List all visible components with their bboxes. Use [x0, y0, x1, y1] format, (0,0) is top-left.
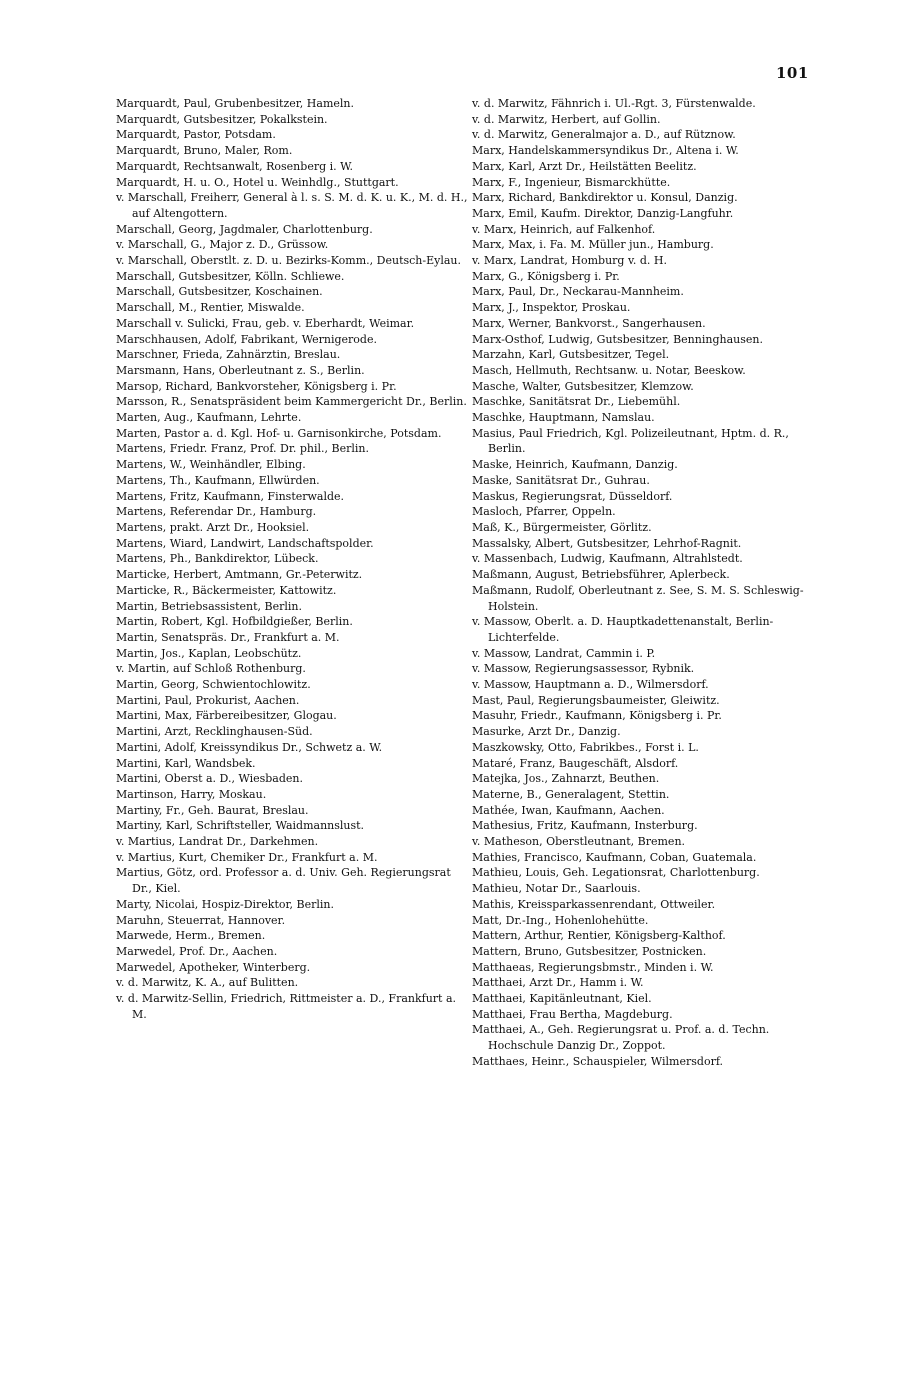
directory-entry: Mattern, Arthur, Rentier, Königsberg-Kalthof. — [472, 929, 726, 943]
directory-entry: Mathée, Iwan, Kaufmann, Aachen. — [472, 803, 665, 817]
directory-entry: Mattern, Bruno, Gutsbesitzer, Postnicken. — [472, 944, 707, 958]
directory-entry: v. Massow, Oberlt. a. D. Hauptkadettenanstalt, Berlin-Lichterfelde. — [472, 615, 774, 644]
directory-entry: Maske, Heinrich, Kaufmann, Danzig. — [472, 458, 678, 472]
directory-entry: Marten, Pastor a. d. Kgl. Hof- u. Garnisonkirche, Potsdam. — [116, 426, 442, 440]
directory-entry: v. d. Marwitz, Fähnrich i. Ul.-Rgt. 3, Fürstenwalde. — [472, 97, 756, 110]
directory-entry: Mast, Paul, Regierungsbaumeister, Gleiwitz. — [472, 693, 720, 707]
directory-entry: Maske, Sanitätsrat Dr., Guhrau. — [472, 473, 650, 487]
directory-entry: Martens, prakt. Arzt Dr., Hooksiel. — [116, 520, 310, 534]
directory-entry: Marsop, Richard, Bankvorsteher, Königsberg i. Pr. — [116, 379, 397, 393]
directory-entry: Marquardt, Gutsbesitzer, Pokalkstein. — [116, 112, 328, 126]
directory-entry: Matejka, Jos., Zahnarzt, Beuthen. — [472, 772, 660, 786]
directory-entry: Martens, Wiard, Landwirt, Landschaftspolder. — [116, 536, 374, 550]
directory-entry: v. Massow, Hauptmann a. D., Wilmersdorf. — [472, 678, 709, 692]
directory-entry: Mathieu, Notar Dr., Saarlouis. — [472, 882, 641, 896]
directory-entry: Marzahn, Karl, Gutsbesitzer, Tegel. — [472, 348, 670, 362]
directory-entry: Matt, Dr.-Ing., Hohenlohehütte. — [472, 913, 649, 927]
directory-entry: Marquardt, Bruno, Maler, Rom. — [116, 144, 293, 158]
directory-entry: Marx, Handelskammersyndikus Dr., Altena i. W. — [472, 144, 739, 158]
directory-entry: v. Martius, Landrat Dr., Darkehmen. — [116, 835, 319, 849]
directory-entry: Martin, Jos., Kaplan, Leobschütz. — [116, 646, 302, 660]
directory-entry: v. Massow, Regierungsassessor, Rybnik. — [472, 662, 695, 676]
directory-entry: Marx, Emil, Kaufm. Direktor, Danzig-Langfuhr. — [472, 206, 734, 220]
directory-entry: Marx, Richard, Bankdirektor u. Konsul, Danzig. — [472, 191, 738, 205]
directory-entry: Martiny, Karl, Schriftsteller, Waidmannslust. — [116, 819, 365, 833]
directory-entry: Marx-Osthof, Ludwig, Gutsbesitzer, Benninghausen. — [472, 332, 763, 346]
directory-entry: Massalsky, Albert, Gutsbesitzer, Lehrhof-Ragnit. — [472, 536, 742, 550]
directory-entry: Marschall, M., Rentier, Miswalde. — [116, 301, 305, 315]
directory-entry: Maskus, Regierungsrat, Düsseldorf. — [472, 489, 673, 503]
directory-entry: Martini, Arzt, Recklinghausen-Süd. — [116, 725, 313, 739]
directory-entry: Marticke, R., Bäckermeister, Kattowitz. — [116, 583, 337, 597]
directory-entry: Martin, Robert, Kgl. Hofbildgießer, Berlin. — [116, 615, 353, 629]
directory-entry: Martin, Senatspräs. Dr., Frankfurt a. M. — [116, 630, 340, 644]
directory-entry: Mataré, Franz, Baugeschäft, Alsdorf. — [472, 756, 679, 770]
directory-entry: v. d. Marwitz, Herbert, auf Gollin. — [472, 112, 661, 126]
directory-entry: Martini, Karl, Wandsbek. — [116, 756, 256, 770]
directory-entry: v. d. Marwitz-Sellin, Friedrich, Rittmeister a. D., Frankfurt a. M. — [116, 992, 457, 1021]
directory-entry: Martens, Friedr. Franz, Prof. Dr. phil., Berlin. — [116, 442, 369, 456]
directory-entry: Mathieu, Louis, Geh. Legationsrat, Charlottenburg. — [472, 866, 760, 880]
directory-entry: v. Martin, auf Schloß Rothenburg. — [116, 662, 306, 676]
directory-entry: Marwede, Herm., Bremen. — [116, 929, 266, 943]
directory-entry: Masloch, Pfarrer, Oppeln. — [472, 505, 616, 519]
directory-entry: Marten, Aug., Kaufmann, Lehrte. — [116, 411, 302, 425]
directory-entry: v. Matheson, Oberstleutnant, Bremen. — [472, 835, 686, 849]
directory-entry: Martin, Betriebsassistent, Berlin. — [116, 599, 302, 613]
directory-entry: Marschner, Frieda, Zahnärztin, Breslau. — [116, 348, 341, 362]
directory-entry: v. Massenbach, Ludwig, Kaufmann, Altrahlstedt. — [472, 552, 743, 566]
directory-entry: Marquardt, Paul, Grubenbesitzer, Hameln. — [116, 97, 354, 110]
directory-entry: Martens, Th., Kaufmann, Ellwürden. — [116, 473, 320, 487]
directory-entry: v. d. Marwitz, Generalmajor a. D., auf Rütznow. — [472, 128, 736, 142]
directory-entry: Marwedel, Prof. Dr., Aachen. — [116, 944, 278, 958]
directory-entry: Matthaes, Heinr., Schauspieler, Wilmersdorf. — [472, 1054, 723, 1068]
directory-entry: Mathies, Francisco, Kaufmann, Coban, Guatemala. — [472, 850, 757, 864]
directory-entry: Martini, Adolf, Kreissyndikus Dr., Schwetz a. W. — [116, 740, 383, 754]
directory-entry: Marx, Paul, Dr., Neckarau-Mannheim. — [472, 285, 684, 299]
directory-entry: Martius, Götz, ord. Professor a. d. Univ. Geh. Regierungsrat Dr., Kiel. — [116, 866, 451, 896]
directory-entry: Materne, B., Generalagent, Stettin. — [472, 787, 670, 801]
directory-entry: Marsson, R., Senatspräsident beim Kammergericht Dr., Berlin. — [116, 395, 467, 409]
directory-entry: v. Marschall, Freiherr, General à l. s. S. M. d. K. u. K., M. d. H., auf Altengottern. — [116, 191, 468, 220]
directory-entry: Marticke, Herbert, Amtmann, Gr.-Peterwitz. — [116, 568, 363, 582]
directory-entry: Masch, Hellmuth, Rechtsanw. u. Notar, Beeskow. — [472, 363, 746, 377]
directory-entry: Martens, Ph., Bankdirektor, Lübeck. — [116, 552, 319, 566]
directory-entry: Matthaei, Kapitänleutnant, Kiel. — [472, 992, 652, 1006]
directory-entry: Marx, Karl, Arzt Dr., Heilstätten Beelitz. — [472, 159, 697, 173]
directory-entry: Marschall, Georg, Jagdmaler, Charlottenburg. — [116, 222, 373, 236]
directory-entry: Masurke, Arzt Dr., Danzig. — [472, 725, 621, 739]
directory-entry: Martini, Paul, Prokurist, Aachen. — [116, 693, 300, 707]
directory-entry: Matthaei, Frau Bertha, Magdeburg. — [472, 1007, 673, 1021]
directory-entry: Maschke, Sanitätsrat Dr., Liebemühl. — [472, 395, 681, 409]
directory-entry: Marty, Nicolai, Hospiz-Direktor, Berlin. — [116, 897, 335, 911]
directory-entry: Marschall, Gutsbesitzer, Koschainen. — [116, 285, 323, 299]
directory-entry: Martin, Georg, Schwientochlowitz. — [116, 678, 311, 692]
directory-entry: Martens, Referendar Dr., Hamburg. — [116, 505, 317, 519]
left-column — [116, 96, 468, 1022]
directory-entry: Marquardt, Pastor, Potsdam. — [116, 128, 276, 142]
directory-entry: Martens, W., Weinhändler, Elbing. — [116, 458, 306, 472]
directory-entry: Martens, Fritz, Kaufmann, Finsterwalde. — [116, 489, 345, 503]
directory-entry: Marquardt, Rechtsanwalt, Rosenberg i. W. — [116, 159, 354, 173]
directory-entry: Marquardt, H. u. O., Hotel u. Weinhdlg., Stuttgart. — [116, 175, 399, 189]
directory-entry: Maß, K., Bürgermeister, Görlitz. — [472, 520, 652, 534]
directory-entry: Martini, Max, Färbereibesitzer, Glogau. — [116, 709, 337, 723]
directory-entry: Marx, G., Königsberg i. Pr. — [472, 269, 620, 283]
directory-entry: Masius, Paul Friedrich, Kgl. Polizeileutnant, Hptm. d. R., Berlin. — [472, 426, 789, 456]
directory-entry: Marwedel, Apotheker, Winterberg. — [116, 960, 311, 974]
directory-entry: Maßmann, August, Betriebsführer, Aplerbeck. — [472, 568, 730, 582]
directory-entry: Marschhausen, Adolf, Fabrikant, Wernigerode. — [116, 332, 377, 346]
directory-entry: v. Massow, Landrat, Cammin i. P. — [472, 646, 656, 660]
directory-entry: Marschall, Gutsbesitzer, Kölln. Schliewe. — [116, 269, 345, 283]
directory-entry: Mathis, Kreissparkassenrendant, Ottweiler. — [472, 897, 716, 911]
directory-entry: v. Marschall, G., Major z. D., Grüssow. — [116, 238, 329, 252]
directory-entry: Matthaei, A., Geh. Regierungsrat u. Prof. a. d. Techn. Hochschule Danzig Dr., Zoppot. — [472, 1023, 770, 1053]
directory-entry: Marschall v. Sulicki, Frau, geb. v. Eberhardt, Weimar. — [116, 316, 415, 330]
directory-entry: Marsmann, Hans, Oberleutnant z. S., Berlin. — [116, 363, 365, 377]
directory-entry: Maruhn, Steuerrat, Hannover. — [116, 913, 286, 927]
directory-entry: Mathesius, Fritz, Kaufmann, Insterburg. — [472, 819, 698, 833]
directory-entry: Martiny, Fr., Geh. Baurat, Breslau. — [116, 803, 309, 817]
directory-entry: Maschke, Hauptmann, Namslau. — [472, 411, 655, 425]
directory-entry: v. Marschall, Oberstlt. z. D. u. Bezirks-Komm., Deutsch-Eylau. — [116, 254, 462, 268]
page-number: 101 — [776, 64, 809, 82]
directory-entry: v. d. Marwitz, K. A., auf Bulitten. — [116, 976, 299, 990]
directory-entry: Marx, Werner, Bankvorst., Sangerhausen. — [472, 316, 706, 330]
directory-entry: v. Marx, Landrat, Homburg v. d. H. — [472, 254, 667, 268]
directory-entry: v. Marx, Heinrich, auf Falkenhof. — [472, 222, 656, 236]
directory-entry: Masche, Walter, Gutsbesitzer, Klemzow. — [472, 379, 694, 393]
directory-entry: Marx, Max, i. Fa. M. Müller jun., Hamburg. — [472, 238, 714, 252]
directory-entry: Matthaei, Arzt Dr., Hamm i. W. — [472, 976, 644, 990]
right-column — [472, 96, 824, 1070]
directory-entry: Masuhr, Friedr., Kaufmann, Königsberg i. Pr. — [472, 709, 722, 723]
directory-entry: Maszkowsky, Otto, Fabrikbes., Forst i. L. — [472, 740, 699, 754]
directory-entry: Maßmann, Rudolf, Oberleutnant z. See, S. M. S. Schleswig-Holstein. — [472, 583, 804, 613]
directory-entry: Marx, F., Ingenieur, Bismarckhütte. — [472, 175, 671, 189]
directory-entry: Martini, Oberst a. D., Wiesbaden. — [116, 772, 303, 786]
directory-entry: Marx, J., Inspektor, Proskau. — [472, 301, 631, 315]
directory-entry: Martinson, Harry, Moskau. — [116, 787, 267, 801]
directory-entry: v. Martius, Kurt, Chemiker Dr., Frankfurt a. M. — [116, 850, 378, 864]
directory-entry: Matthaeas, Regierungsbmstr., Minden i. W. — [472, 960, 714, 974]
